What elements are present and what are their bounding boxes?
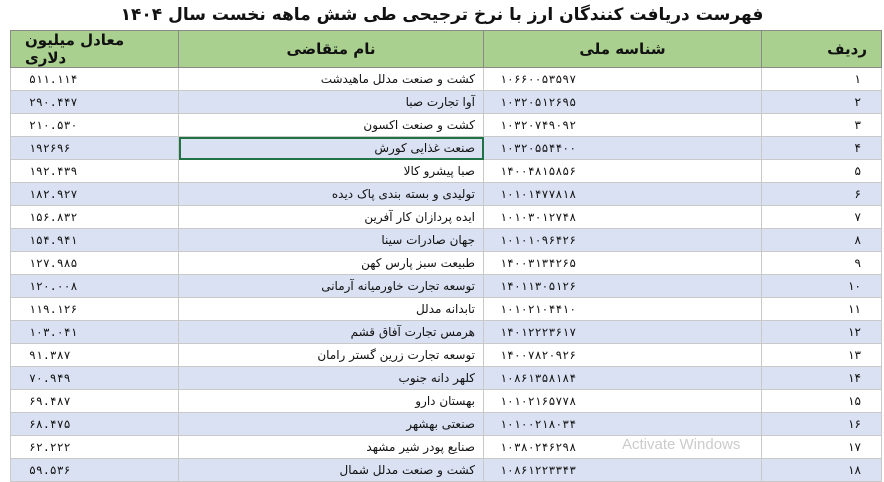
header-national-id[interactable]: شناسه ملی [484, 31, 762, 68]
table-row [11, 459, 882, 482]
national-id-cell[interactable]: ۱۰۳۸۰۲۴۶۲۹۸ [484, 436, 762, 459]
table-row [11, 183, 882, 206]
applicant-name-cell[interactable]: صبا پیشرو کالا [179, 160, 484, 183]
national-id-cell[interactable]: ۱۰۱۰۲۱۰۴۴۱۰ [484, 298, 762, 321]
value-cell[interactable]: ۱۸۲.۹۲۷ [11, 183, 179, 206]
table-row [11, 436, 882, 459]
data-table [10, 30, 882, 482]
rank-cell[interactable]: ۱۴ [762, 367, 882, 390]
table-row [11, 229, 882, 252]
national-id-cell[interactable]: ۱۰۸۶۱۳۵۸۱۸۴ [484, 367, 762, 390]
value-cell[interactable]: ۱۵۴.۹۴۱ [11, 229, 179, 252]
value-cell[interactable]: ۵۹.۵۳۶ [11, 459, 179, 482]
table-row [11, 321, 882, 344]
rank-cell[interactable]: ۱۱ [762, 298, 882, 321]
national-id-cell[interactable]: ۱۴۰۱۲۲۲۳۶۱۷ [484, 321, 762, 344]
header-million-dollar-value[interactable]: معادل میلیون دلاری [11, 31, 179, 68]
table-row [11, 137, 882, 160]
national-id-cell[interactable]: ۱۰۳۲۰۵۵۴۴۰۰ [484, 137, 762, 160]
national-id-cell[interactable]: ۱۴۰۱۱۳۰۵۱۲۶ [484, 275, 762, 298]
national-id-cell[interactable]: ۱۴۰۰۳۱۳۴۲۶۵ [484, 252, 762, 275]
value-cell[interactable]: ۱۰۳.۰۴۱ [11, 321, 179, 344]
value-cell[interactable]: ۹۱.۳۸۷ [11, 344, 179, 367]
rank-cell[interactable]: ۱ [762, 68, 882, 91]
value-cell[interactable]: ۱۹۲۶۹۶ [11, 137, 179, 160]
applicant-name-cell[interactable]: توسعه تجارت خاورمیانه آرمانی [179, 275, 484, 298]
applicant-name-cell[interactable]: جهان صادرات سینا [179, 229, 484, 252]
table-row [11, 68, 882, 91]
applicant-name-cell[interactable]: کشت و صنعت مدلل ماهیدشت [179, 68, 484, 91]
applicant-name-cell[interactable]: تولیدی و بسته بندی پاک دیده [179, 183, 484, 206]
value-cell[interactable]: ۱۲۷.۹۸۵ [11, 252, 179, 275]
applicant-name-cell[interactable]: کشت و صنعت اکسون [179, 114, 484, 137]
rank-cell[interactable]: ۲ [762, 91, 882, 114]
national-id-cell[interactable]: ۱۰۱۰۱۴۷۷۸۱۸ [484, 183, 762, 206]
rank-cell[interactable]: ۱۷ [762, 436, 882, 459]
header-rank[interactable]: ردیف [762, 31, 882, 68]
applicant-name-cell[interactable]: صنعتی بهشهر [179, 413, 484, 436]
value-cell[interactable]: ۱۵۶.۸۳۲ [11, 206, 179, 229]
rank-cell[interactable]: ۱۸ [762, 459, 882, 482]
applicant-name-cell[interactable]: صنایع پودر شیر مشهد [179, 436, 484, 459]
activation-watermark: Activate Windows [622, 436, 741, 453]
value-cell[interactable]: ۱۹۲.۴۳۹ [11, 160, 179, 183]
national-id-cell[interactable]: ۱۰۳۲۰۵۱۲۶۹۵ [484, 91, 762, 114]
table-row [11, 252, 882, 275]
applicant-name-cell[interactable]: طبیعت سبز پارس کهن [179, 252, 484, 275]
applicant-name-cell[interactable]: آوا تجارت صبا [179, 91, 484, 114]
table-row [11, 275, 882, 298]
national-id-cell[interactable]: ۱۰۱۰۱۰۹۶۴۲۶ [484, 229, 762, 252]
national-id-cell[interactable]: ۱۴۰۰۴۸۱۵۸۵۶ [484, 160, 762, 183]
applicant-name-cell[interactable]: تابدانه مدلل [179, 298, 484, 321]
rank-cell[interactable]: ۱۲ [762, 321, 882, 344]
value-cell[interactable]: ۱۱۹.۱۲۶ [11, 298, 179, 321]
rank-cell[interactable]: ۱۶ [762, 413, 882, 436]
applicant-name-cell[interactable]: توسعه تجارت زرین گستر رامان [179, 344, 484, 367]
rank-cell[interactable]: ۱۳ [762, 344, 882, 367]
table-row [11, 344, 882, 367]
rank-cell[interactable]: ۹ [762, 252, 882, 275]
national-id-cell[interactable]: ۱۰۱۰۲۱۶۵۷۷۸ [484, 390, 762, 413]
rank-cell[interactable]: ۴ [762, 137, 882, 160]
value-cell[interactable]: ۱۲۰.۰۰۸ [11, 275, 179, 298]
value-cell[interactable]: ۵۱۱.۱۱۴ [11, 68, 179, 91]
national-id-cell[interactable]: ۱۰۸۶۱۲۲۳۳۴۳ [484, 459, 762, 482]
table-row [11, 160, 882, 183]
applicant-name-cell[interactable]: هرمس تجارت آفاق قشم [179, 321, 484, 344]
header-row [11, 31, 882, 68]
national-id-cell[interactable]: ۱۰۳۲۰۷۴۹۰۹۲ [484, 114, 762, 137]
value-cell[interactable]: ۲۹۰.۴۴۷ [11, 91, 179, 114]
applicant-name-cell[interactable]: کلهر دانه جنوب [179, 367, 484, 390]
national-id-cell[interactable]: ۱۰۱۰۰۲۱۸۰۳۴ [484, 413, 762, 436]
value-cell[interactable]: ۶۲.۲۲۲ [11, 436, 179, 459]
national-id-cell[interactable]: ۱۰۶۶۰۰۵۳۵۹۷ [484, 68, 762, 91]
applicant-name-cell[interactable]: ایده پردازان کار آفرین [179, 206, 484, 229]
table-row [11, 390, 882, 413]
national-id-cell[interactable]: ۱۰۱۰۳۰۱۲۷۴۸ [484, 206, 762, 229]
applicant-name-cell[interactable]: صنعت غذایی کورش [179, 137, 484, 160]
rank-cell[interactable]: ۳ [762, 114, 882, 137]
table-row [11, 298, 882, 321]
value-cell[interactable]: ۲۱۰.۵۳۰ [11, 114, 179, 137]
table-row [11, 91, 882, 114]
rank-cell[interactable]: ۶ [762, 183, 882, 206]
value-cell[interactable]: ۶۸.۴۷۵ [11, 413, 179, 436]
table-row [11, 367, 882, 390]
rank-cell[interactable]: ۱۵ [762, 390, 882, 413]
table-row [11, 206, 882, 229]
rank-cell[interactable]: ۷ [762, 206, 882, 229]
value-cell[interactable]: ۶۹.۴۸۷ [11, 390, 179, 413]
rank-cell[interactable]: ۵ [762, 160, 882, 183]
applicant-name-cell[interactable]: کشت و صنعت مدلل شمال [179, 459, 484, 482]
national-id-cell[interactable]: ۱۴۰۰۷۸۲۰۹۲۶ [484, 344, 762, 367]
header-applicant-name[interactable]: نام متقاضی [179, 31, 484, 68]
table-row [11, 114, 882, 137]
value-cell[interactable]: ۷۰.۹۴۹ [11, 367, 179, 390]
rank-cell[interactable]: ۱۰ [762, 275, 882, 298]
table-row [11, 413, 882, 436]
applicant-name-cell[interactable]: بهستان دارو [179, 390, 484, 413]
page-title: فهرست دریافت کنندگان ارز با نرخ ترجیحی طی شش ماهه نخست سال ۱۴۰۴ [120, 5, 764, 25]
rank-cell[interactable]: ۸ [762, 229, 882, 252]
